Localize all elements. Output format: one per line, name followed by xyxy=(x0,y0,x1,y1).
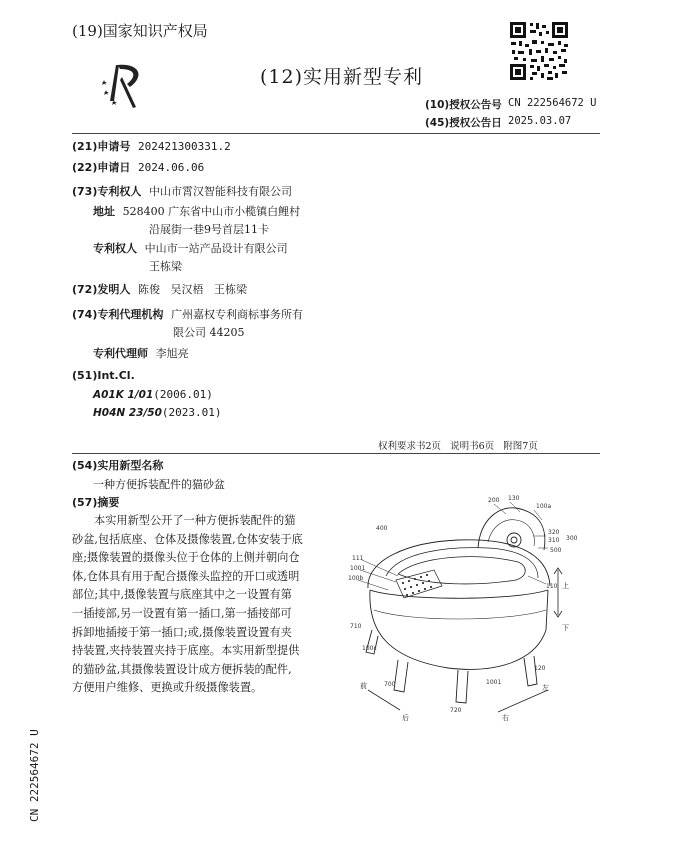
ipc2-row xyxy=(93,403,222,423)
holder1: 中山市霄汉智能科技有限公司 xyxy=(149,185,293,198)
ipc-label: (51)Int.Cl. xyxy=(72,369,135,382)
fig-label: 720 xyxy=(450,707,462,714)
holder2-label: 专利权人 xyxy=(93,242,137,255)
cnipa-logo xyxy=(100,55,158,113)
abstract-line: 持装置,夹持装置夹持于底座。本实用新型提供 xyxy=(72,644,300,658)
address-line1: 528400 广东省中山市小榄镇白鲤村 xyxy=(122,205,301,218)
fig-label: 100b xyxy=(348,575,364,582)
app-no: 202421300331.2 xyxy=(138,140,231,153)
pub-no: CN 222564672 U xyxy=(508,97,597,109)
dir-back: 后 xyxy=(402,714,409,722)
abstract-label: (57)摘要 xyxy=(72,496,120,509)
holder2-line1: 中山市一站产品设计有限公司 xyxy=(144,242,288,255)
address-line2: 沿展街一巷9号首层11卡 xyxy=(149,223,269,236)
abstract-line: 座;摄像装置的摄像头位于仓体的上侧并朝向仓 xyxy=(72,551,300,565)
fig-label: 310 xyxy=(548,537,560,544)
abstract-line: 部位;其中,摄像装置与底座其中之一设置有第 xyxy=(72,588,292,602)
ipc2-code: H04N 23/50 xyxy=(93,407,162,419)
fig-label: 700 xyxy=(384,681,396,688)
fig-label: 710 xyxy=(350,623,362,630)
app-date-label: (22)申请日 xyxy=(72,161,131,174)
inventor-row xyxy=(72,280,247,299)
dir-down: 下 xyxy=(562,624,569,632)
agency-line2: 限公司 44205 xyxy=(173,326,245,339)
abstract-line: 砂盆,包括底座、仓体及摄像装置,仓体安装于底 xyxy=(72,532,303,546)
fig-label: 120 xyxy=(534,665,546,672)
fig-label: 500 xyxy=(550,547,562,554)
abstract-line: 体,仓体具有用于配合摄像头监控的开口或透明 xyxy=(72,569,300,583)
abstract-line: 的猫砂盆,其摄像装置设计成方便拆装的配件, xyxy=(72,662,292,676)
fig-label: 110 xyxy=(546,583,558,590)
dir-up: 上 xyxy=(562,582,569,590)
fig-label: 200 xyxy=(488,497,500,504)
dir-right: 右 xyxy=(502,714,509,722)
dir-left: 左 xyxy=(542,684,549,692)
holder-label: (73)专利权人 xyxy=(72,185,142,198)
agency-row xyxy=(72,305,303,324)
ipc-row xyxy=(72,366,135,385)
fig-label: 130 xyxy=(508,495,520,502)
holder2-line2: 王栋梁 xyxy=(149,260,182,273)
fig-label: 111 xyxy=(352,555,364,562)
holder2-row xyxy=(93,239,288,258)
office-name: (19)国家知识产权局 xyxy=(72,22,208,40)
ipc1-row xyxy=(93,385,213,405)
abstract-body xyxy=(72,512,327,698)
app-no-label: (21)申请号 xyxy=(72,140,131,153)
agent: 李旭亮 xyxy=(155,347,189,360)
agent-row xyxy=(93,344,189,363)
utility-model-title: 一种方便拆装配件的猫砂盆 xyxy=(93,478,225,491)
pub-no-label: (10)授权公告号 xyxy=(425,99,502,111)
agency-label: (74)专利代理机构 xyxy=(72,308,164,321)
dir-front: 前 xyxy=(360,682,367,690)
header-rule xyxy=(72,133,600,134)
biblio-rule xyxy=(72,453,600,454)
fig-label: 320 xyxy=(548,529,560,536)
abstract-line: 一插接部,另一设置有第一插口,第一插接部可 xyxy=(72,606,292,620)
inventor-label: (72)发明人 xyxy=(72,283,131,296)
ipc2-version: (2023.01) xyxy=(161,406,222,419)
address-row xyxy=(93,202,300,221)
holder-row xyxy=(72,182,292,201)
app-date: 2024.06.06 xyxy=(138,161,205,174)
app-date-row xyxy=(72,158,204,177)
agency-line1: 广州嘉权专利商标事务所有 xyxy=(171,308,304,321)
fig-label: 1001 xyxy=(486,679,502,686)
document-type: (12)实用新型专利 xyxy=(260,66,424,88)
agent-label: 专利代理师 xyxy=(93,347,148,360)
ipc1-code: A01K 1/01 xyxy=(93,389,154,401)
address-label: 地址 xyxy=(93,205,115,218)
abstract-line: 方便用户维修、更换或升级摄像装置。 xyxy=(72,681,263,695)
qr-code xyxy=(508,20,570,82)
ipc1-version: (2006.01) xyxy=(153,388,213,401)
patent-figure xyxy=(338,490,583,725)
fig-label: 100c xyxy=(362,645,377,652)
abstract-line: 拆卸地插接于第一插口;或,摄像装置设置有夹 xyxy=(72,625,292,639)
pub-date: 2025.03.07 xyxy=(508,115,572,127)
title-label: (54)实用新型名称 xyxy=(72,459,164,472)
fig-label: 1001 xyxy=(350,565,366,572)
fig-label: 100a xyxy=(536,503,552,510)
abstract-line: 本实用新型公开了一种方便拆装配件的猫 xyxy=(94,514,296,527)
fig-label: 300 xyxy=(566,535,578,542)
app-no-row xyxy=(72,137,231,156)
fig-label: 400 xyxy=(376,525,388,532)
pub-date-label: (45)授权公告日 xyxy=(425,117,502,129)
side-pub-number: CN 222564672 U xyxy=(28,729,41,822)
inventors: 陈俊 吴汉梧 王栋梁 xyxy=(138,283,248,296)
page-count: 权利要求书2页 说明书6页 附图7页 xyxy=(378,441,538,452)
